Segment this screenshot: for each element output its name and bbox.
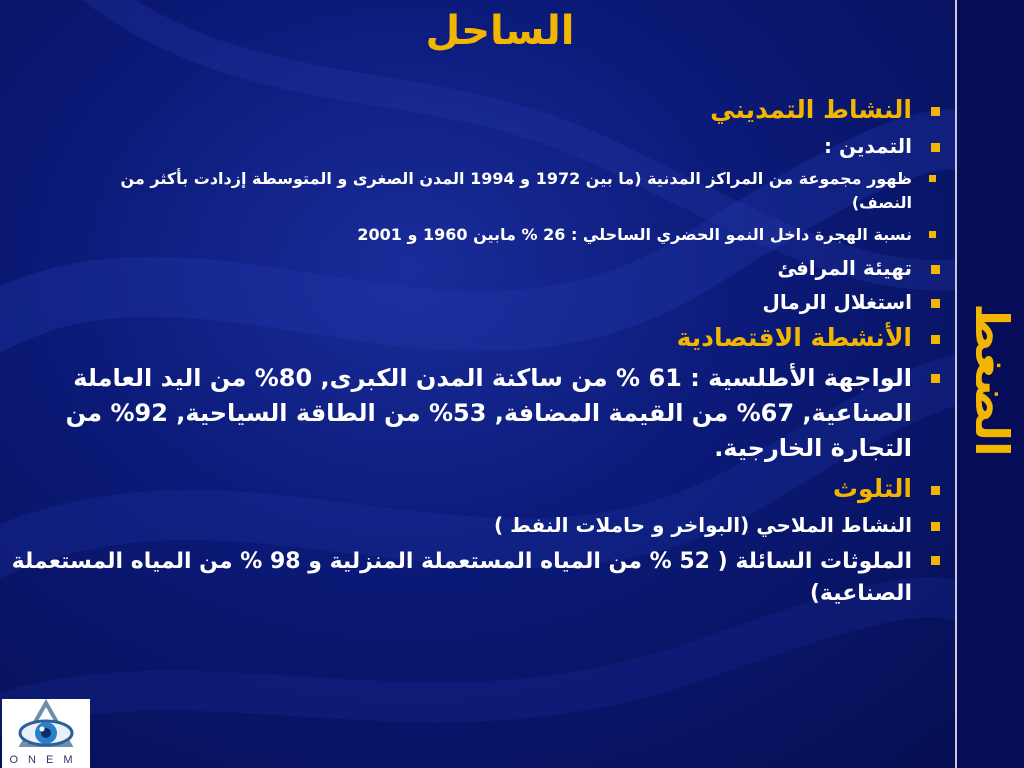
logo-text: ONEM [9, 754, 83, 766]
list-item [2, 512, 912, 538]
bullet-text: الأنشطة الاقتصادية [676, 323, 912, 352]
bullet-text: الملوثات السائلة ( 52 % من المياه المستعملة المنزلية و 98 % من المياه المستعملة الصناعية) [11, 549, 912, 606]
bullet-text: النشاط التمديني [710, 95, 912, 124]
square-bullet-icon [931, 486, 940, 495]
square-bullet-icon [931, 556, 940, 565]
bullet-text: التلوث [832, 474, 912, 503]
side-banner [955, 0, 1024, 768]
square-bullet-icon [931, 143, 940, 152]
bullet-text: الواجهة الأطلسية : 61 % من ساكنة المدن الكبرى, 80% من اليد العاملة الصناعية, 67% من القيمة المضافة, 53% من الطاقة السياحية, 92% من التجارة الخارجية. [65, 364, 912, 462]
list-item [62, 167, 912, 215]
list-item [2, 289, 912, 315]
bullet-text: استغلال الرمال [762, 290, 912, 314]
square-bullet-icon [931, 522, 940, 531]
bullet-text: نسبة الهجرة داخل النمو الحضري الساحلي : 26 % مابين 1960 و 2001 [357, 225, 912, 244]
onem-logo [2, 699, 90, 768]
square-bullet-icon [931, 265, 940, 274]
list-item [2, 323, 912, 353]
bullet-text: تهيئة المرافئ [777, 256, 912, 280]
eye-icon [2, 699, 90, 755]
list-item [2, 95, 912, 125]
square-bullet-icon [931, 335, 940, 344]
bullet-list [2, 95, 912, 618]
list-item [2, 546, 912, 610]
square-bullet-icon [931, 374, 940, 383]
list-item [2, 133, 912, 159]
list-item [2, 255, 912, 281]
side-banner-label: الضغط [964, 303, 1019, 457]
list-item [2, 223, 912, 247]
list-item [2, 361, 912, 466]
square-bullet-icon [931, 107, 940, 116]
square-bullet-icon [929, 231, 936, 238]
square-bullet-icon [929, 175, 936, 182]
list-item [2, 474, 912, 504]
bullet-text: التمدين : [824, 134, 912, 158]
square-bullet-icon [931, 299, 940, 308]
bullet-text: ظهور مجموعة من المراكز المدنية (ما بين 1972 و 1994 المدن الصغرى و المتوسطة إزدادت بأكثر من النصف) [120, 169, 912, 212]
bullet-text: النشاط الملاحي (البواخر و حاملات النفط ) [494, 513, 912, 537]
slide-title: الساحل [425, 8, 575, 54]
